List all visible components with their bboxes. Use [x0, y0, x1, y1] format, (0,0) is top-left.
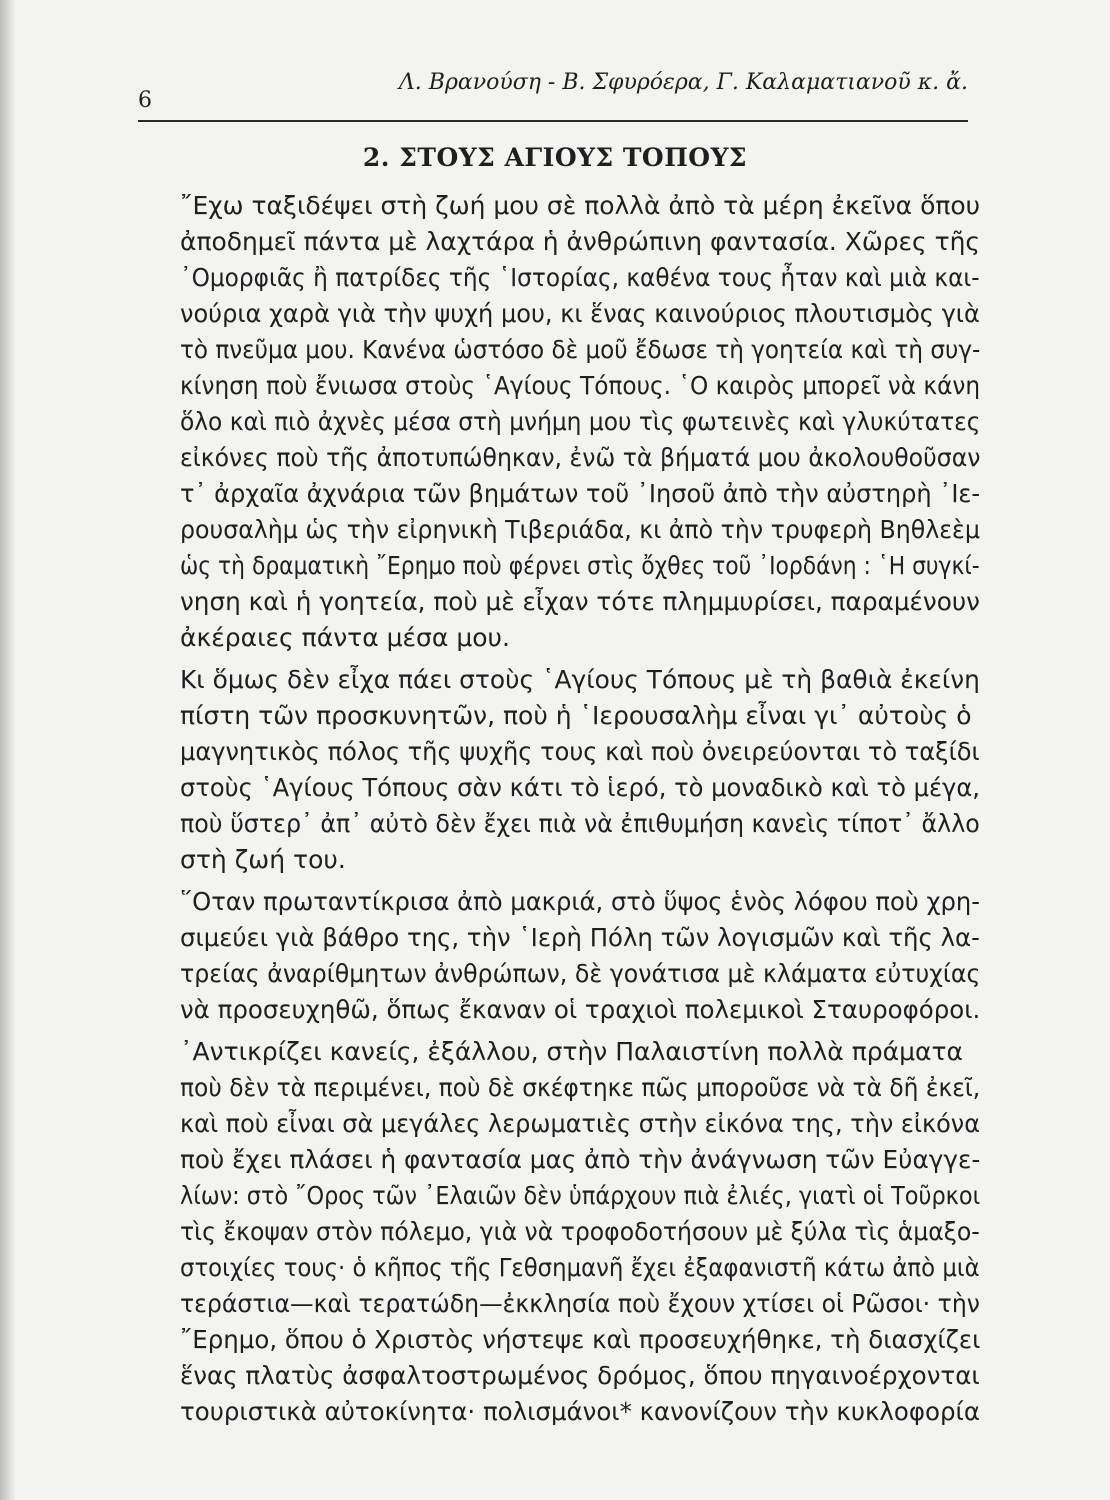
- text-line: τεράστια—καὶ τερατώδη—ἐκκλησία ποὺ ἔχουν χτίσει οἱ Ρῶσοι· τὴν: [180, 1289, 980, 1318]
- text-line: εἰκόνες ποὺ τῆς ἀποτυπώθηκαν, ἐνῶ τὰ βήματά μου ἀκολουθοῦσαν: [180, 443, 981, 472]
- text-line: λίων: στὸ ῎Ορος τῶν ᾿Ελαιῶν δὲν ὑπάρχουν πιὰ ἐλιές, γιατὶ οἱ Τοῦρκοι: [180, 1181, 981, 1210]
- text-line: τὸ πνεῦμα μου. Κανένα ὡστόσο δὲ μοῦ ἔδωσε τὴ γοητεία καὶ τὴ συγ-: [180, 335, 981, 364]
- chapter-title: 2. ΣΤΟΥΣ ΑΓΙΟΥΣ ΤΟΠΟΥΣ: [362, 143, 748, 172]
- text-line: τουριστικὰ αὐτοκίνητα· πολισμάνοι* κανονίζουν τὴν κυκλοφορία: [180, 1397, 980, 1426]
- text-line: ποὺ δὲν τὰ περιμένει, ποὺ δὲ σκέφτηκε πῶς μποροῦσε νὰ τὰ δῆ ἐκεῖ,: [180, 1073, 981, 1102]
- text-line: νὰ προσευχηθῶ, ὅπως ἔκαναν οἱ τραχιοὶ πολεμικοὶ Σταυροφόροι.: [180, 995, 981, 1024]
- text-line: Κι ὅμως δὲν εἶχα πάει στοὺς ῾Αγίους Τόπους μὲ τὴ βαθιὰ ἐκείνη: [180, 665, 980, 694]
- text-line: ᾿Αντικρίζει κανείς, ἐξάλλου, στὴν Παλαιστίνη πολλὰ πράματα: [180, 1037, 964, 1066]
- text-line: στὴ ζωή του.: [180, 845, 346, 874]
- text-line: ᾿Ομορφιᾶς ἢ πατρίδες τῆς ῾Ιστορίας, καθένα τους ἦταν καὶ μιὰ και-: [180, 263, 980, 292]
- text-line: σιμεύει γιὰ βάθρο της, τὴν ῾Ιερὴ Πόλη τῶν λογισμῶν καὶ τῆς λα-: [180, 923, 980, 952]
- page-header: [138, 70, 968, 113]
- text-line: ρουσαλὴμ ὡς τὴν εἰρηνικὴ Τιβεριάδα, κι ἀπὸ τὴν τρυφερὴ Βηθλεὲμ: [180, 515, 980, 544]
- text-line: ὡς τὴ δραματικὴ ῎Ερημο ποὺ φέρνει στὶς ὄχθες τοῦ ᾿Ιορδάνη : ῾Η συγκί-: [180, 551, 980, 580]
- text-line: ποὺ ὕστερ᾿ ἀπ᾿ αὐτὸ δὲν ἔχει πιὰ νὰ ἐπιθυμήση κανεὶς τίποτ᾿ ἄλλο: [180, 809, 980, 838]
- text-line: νηση καὶ ἡ γοητεία, ποὺ μὲ εἶχαν τότε πλημμυρίσει, παραμένουν: [180, 587, 980, 616]
- text-line: τὶς ἔκοψαν στὸν πόλεμο, γιὰ νὰ τροφοδοτήσουν μὲ ξύλα τὶς ἁμαξο-: [180, 1217, 980, 1246]
- text-line: τ᾿ ἀρχαῖα ἀχνάρια τῶν βημάτων τοῦ ᾿Ιησοῦ ἀπὸ τὴν αὐστηρὴ ᾿Ιε-: [180, 479, 981, 508]
- text-line: μαγνητικὸς πόλος τῆς ψυχῆς τους καὶ ποὺ ὀνειρεύονται τὸ ταξίδι: [180, 737, 980, 766]
- page-number: 6: [138, 88, 152, 113]
- text-line: ῎Εχω ταξιδέψει στὴ ζωή μου σὲ πολλὰ ἀπὸ τὰ μέρη ἐκεῖνα ὅπου: [180, 191, 981, 220]
- text-line: καὶ ποὺ εἶναι σὰ μεγάλες λερωματιὲς στὴν εἰκόνα της, τὴν εἰκόνα: [180, 1109, 980, 1138]
- text-line: κίνηση ποὺ ἔνιωσα στοὺς ῾Αγίους Τόπους. ῾Ο καιρὸς μπορεῖ νὰ κάνη: [180, 371, 981, 400]
- text-line: πίστη τῶν προσκυνητῶν, ποὺ ἡ ῾Ιερουσαλὴμ εἶναι γι᾿ αὐτοὺς ὁ: [180, 701, 972, 730]
- text-line: στοιχίες τους· ὁ κῆπος τῆς Γεθσημανῆ ἔχει ἐξαφανιστῆ κάτω ἀπὸ μιὰ: [180, 1253, 980, 1282]
- text-line: ὅλο καὶ πιὸ ἀχνὲς μέσα στὴ μνήμη μου τὶς φωτεινὲς καὶ γλυκύτατες: [180, 407, 981, 436]
- text-line: ῎Ερημο, ὅπου ὁ Χριστὸς νήστεψε καὶ προσευχήθηκε, τὴ διασχίζει: [180, 1325, 981, 1354]
- header-rule: [138, 120, 968, 122]
- text-line: ἕνας πλατὺς ἀσφαλτοστρωμένος δρόμος, ὅπου πηγαινοέρχονται: [180, 1361, 980, 1390]
- text-line: νούρια χαρὰ γιὰ τὴν ψυχή μου, κι ἕνας καινούριος πλουτισμὸς γιὰ: [180, 299, 980, 328]
- text-line: ποὺ ἔχει πλάσει ἡ φαντασία μας ἀπὸ τὴν ἀνάγνωση τῶν Εὐαγγε-: [180, 1145, 981, 1174]
- page-edge-shadow: [0, 0, 16, 1500]
- text-line: ῞Οταν πρωταντίκρισα ἀπὸ μακριά, στὸ ὕψος ἑνὸς λόφου ποὺ χρη-: [180, 887, 981, 916]
- running-head: Λ. Βρανούση - Β. Σφυρόερα, Γ. Καλαματιανοῦ κ. ἄ.: [398, 70, 968, 95]
- body-text: [180, 188, 980, 1430]
- text-line: ἀποδημεῖ πάντα μὲ λαχτάρα ἡ ἀνθρώπινη φαντασία. Χῶρες τῆς: [180, 227, 981, 256]
- text-line: τρείας ἀναρίθμητων ἀνθρώπων, δὲ γονάτισα μὲ κλάματα εὐτυχίας: [180, 959, 981, 988]
- text-line: στοὺς ῾Αγίους Τόπους σὰν κάτι τὸ ἱερό, τὸ μοναδικὸ καὶ τὸ μέγα,: [180, 773, 980, 802]
- text-line: ἀκέραιες πάντα μέσα μου.: [180, 623, 510, 652]
